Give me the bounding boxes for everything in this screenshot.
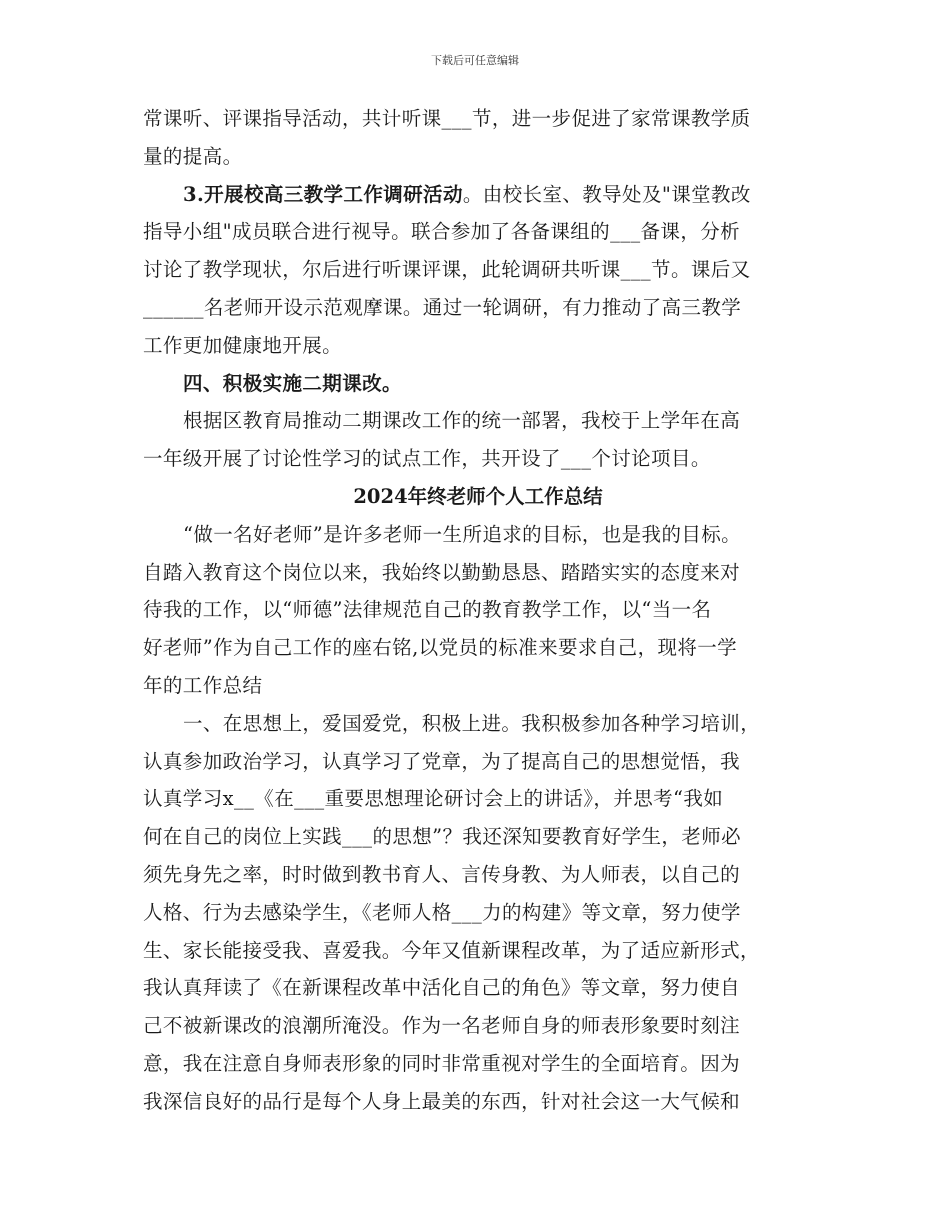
text-line: 认真学习x__《在___重要思想理论研讨会上的讲话》，并思考“我如 — [143, 787, 724, 811]
item-3-heading: 3.开展校高三教学工作调研活动 — [183, 182, 463, 206]
text-line: 好老师”作为自己工作的座右铭,以党员的标准来要求自己，现将一学 — [143, 636, 738, 660]
text-line: 我深信良好的品行是每个人身上最美的东西，针对社会这一大气候和 — [143, 1089, 741, 1113]
text-line: 认真参加政治学习，认真学习了党章，为了提高自己的思想觉悟，我 — [143, 749, 741, 773]
text-line: 常课听、评课指导活动，共计听课___节，进一步促进了家常课教学质 — [143, 107, 751, 130]
text-line: 量的提高。 — [143, 144, 243, 168]
section-4 — [143, 365, 813, 478]
text-line: 指导小组"成员联合进行视导。联合参加了各备课组的___备课，分析 — [143, 220, 741, 244]
text-line: 己不被新课改的浪潮所淹没。作为一名老师自身的师表形象要时刻注 — [143, 1014, 741, 1038]
page-header: 下载后可任意编辑 — [431, 54, 519, 67]
text-line: 一年级开展了讨论性学习的试点工作，共开设了___个讨论项目。 — [143, 447, 711, 471]
text-line: 待我的工作，以“师德”法律规范自己的教育教学工作，以“当一名 — [143, 598, 712, 622]
document-title: 2024年终老师个人工作总结 — [353, 484, 603, 508]
item-3-lead: 。由校长室、教导处及"课堂教改 — [462, 182, 751, 206]
text-line — [143, 176, 813, 214]
text-line: “做一名好老师”是许多老师一生所追求的目标，也是我的目标。 — [183, 522, 742, 546]
body-paragraph-1 — [143, 705, 813, 1121]
text-line: 讨论了教学现状，尔后进行听课评课，此轮调研共听课___节。课后又 — [143, 258, 751, 282]
text-line: 自踏入教育这个岗位以来，我始终以勤勤恳恳、踏踏实实的态度来对 — [143, 560, 741, 584]
document-body — [143, 100, 813, 1121]
text-line: 年的工作总结 — [143, 673, 263, 697]
text-line: ______名老师开设示范观摩课。通过一轮调研，有力推动了高三教学 — [143, 295, 742, 319]
text-line: 我认真拜读了《在新课程改革中活化自己的角色》等文章，努力使自 — [143, 976, 741, 1000]
paragraph-continuation — [143, 100, 813, 176]
text-line: 一、在思想上，爱国爱党，积极上进。我积极参加各种学习培训， — [183, 711, 761, 735]
intro-paragraph — [143, 516, 813, 705]
section-4-heading: 四、积极实施二期课改。 — [183, 371, 402, 395]
text-line: 人格、行为去感染学生，《老师人格___力的构建》等文章，努力使学 — [143, 900, 741, 924]
text-line: 工作更加健康地开展。 — [143, 333, 343, 357]
text-line: 何在自己的岗位上实践___的思想”？我还深知要教育好学生，老师必 — [143, 825, 742, 849]
paragraph-item-3 — [143, 176, 813, 365]
text-line: 根据区教育局推动二期课改工作的统一部署，我校于上学年在高 — [183, 409, 741, 433]
text-line: 生、家长能接受我、喜爱我。今年又值新课程改革，为了适应新形式， — [143, 938, 760, 962]
text-line: 须先身先之率，时时做到教书育人、言传身教、为人师表，以自己的 — [143, 862, 741, 886]
text-line: 意，我在注意自身师表形象的同时非常重视对学生的全面培育。因为 — [143, 1051, 741, 1075]
